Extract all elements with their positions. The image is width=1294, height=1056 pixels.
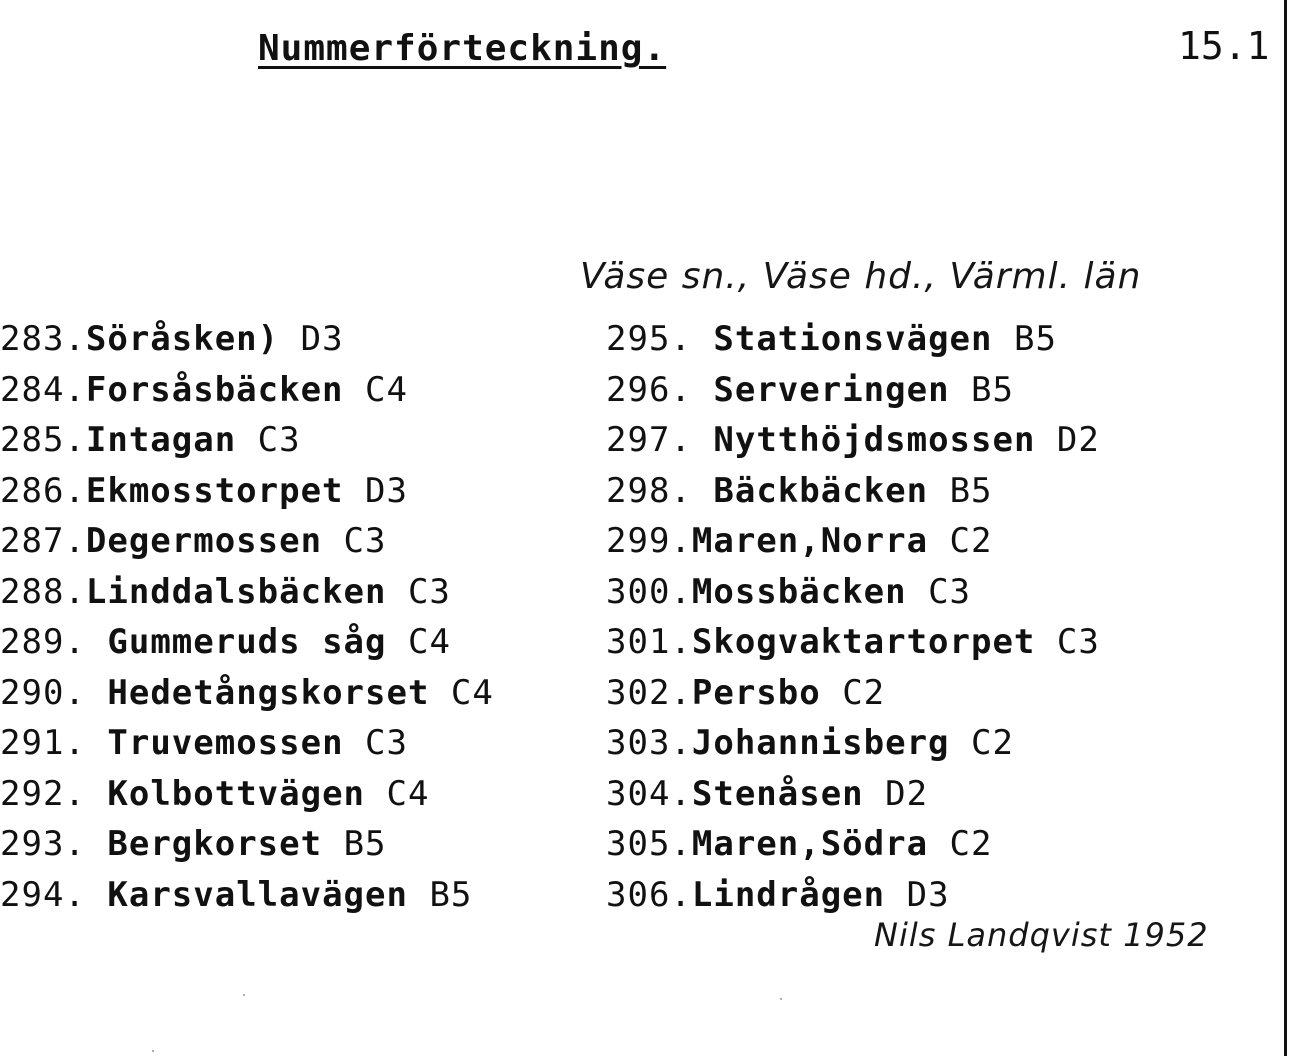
grid-reference: D3 [365, 470, 408, 511]
entry-name: Maren,Södra [691, 824, 929, 864]
entry-number: 301. [606, 622, 692, 662]
grid-reference: C2 [842, 672, 886, 713]
grid-reference: B5 [429, 874, 473, 915]
entry-number: 294. [0, 874, 86, 915]
entry-name: Stationsvägen [713, 319, 993, 359]
entry-name: Johannisberg [691, 723, 950, 763]
entry-number: 297. [606, 420, 692, 460]
entry-number: 288. [0, 571, 86, 612]
list-item [606, 516, 1100, 567]
grid-reference: C3 [1056, 622, 1100, 662]
list-item [0, 314, 494, 365]
list-item [0, 516, 494, 567]
grid-reference: B5 [949, 470, 993, 511]
grid-reference: C4 [407, 622, 451, 662]
grid-reference: C3 [928, 571, 972, 612]
entry-number: 295. [606, 319, 692, 359]
entry-number: 283. [0, 319, 86, 359]
grid-reference: B5 [1013, 319, 1057, 359]
entry-name: Nytthöjdsmossen [713, 420, 1036, 460]
list-item [606, 466, 1100, 517]
entry-name: Söråsken) [85, 319, 280, 359]
grid-reference: C2 [949, 521, 993, 561]
card-edge-rule [1284, 0, 1287, 1056]
card-number: 15.1 [1178, 24, 1270, 68]
list-item [606, 870, 1100, 921]
left-entry-list [0, 314, 494, 920]
entry-name: Gummeruds såg [107, 622, 387, 662]
entry-number: 298. [606, 470, 692, 511]
entry-number: 290. [0, 672, 86, 713]
entry-name: Maren,Norra [691, 521, 929, 561]
entry-name: Truvemossen [107, 723, 344, 763]
entry-number: 291. [0, 723, 86, 763]
list-item [0, 769, 494, 820]
scan-speck [152, 1050, 154, 1052]
list-item [606, 365, 1100, 416]
parish-stamp: Väse sn., Väse hd., Värml. län [580, 256, 1142, 297]
list-item [606, 415, 1100, 466]
entry-name: Mossbäcken [691, 571, 907, 612]
entry-number: 302. [606, 672, 692, 713]
entry-number: 286. [0, 470, 86, 511]
grid-reference: B5 [343, 824, 387, 864]
grid-reference: D2 [885, 773, 929, 814]
list-item [606, 314, 1100, 365]
entry-name: Serveringen [713, 369, 950, 410]
entry-number: 287. [0, 521, 86, 561]
grid-reference: C3 [343, 521, 387, 561]
scan-speck [780, 998, 782, 1000]
list-item [606, 769, 1100, 820]
grid-reference: D3 [300, 319, 344, 359]
entry-number: 285. [0, 420, 86, 460]
entry-name: Kolbottvägen [107, 773, 366, 814]
entry-number: 304. [606, 773, 692, 814]
entry-name: Intagan [85, 420, 237, 460]
list-item [606, 617, 1100, 668]
page-title: Nummerförteckning. [258, 28, 667, 69]
entry-name: Lindrågen [691, 874, 886, 915]
signature-stamp: Nils Landqvist 1952 [874, 916, 1209, 954]
grid-reference: C2 [971, 723, 1014, 763]
entry-name: Bergkorset [107, 824, 323, 864]
list-item [0, 718, 494, 769]
list-item [0, 617, 494, 668]
list-item [606, 567, 1100, 618]
list-item [0, 668, 494, 719]
list-item [606, 718, 1100, 769]
list-item [0, 870, 494, 921]
grid-reference: C2 [949, 824, 993, 864]
entry-name: Persbo [691, 672, 821, 713]
entry-number: 293. [0, 824, 86, 864]
entry-name: Linddalsbäcken [85, 571, 387, 612]
entry-number: 296. [606, 369, 692, 410]
entry-number: 306. [606, 874, 692, 915]
grid-reference: C3 [407, 571, 451, 612]
entry-name: Bäckbäcken [713, 470, 929, 511]
entry-number: 305. [606, 824, 692, 864]
list-item [0, 466, 494, 517]
entry-name: Hedetångskorset [107, 672, 430, 713]
list-item [606, 668, 1100, 719]
list-item [0, 365, 494, 416]
entry-number: 299. [606, 521, 692, 561]
entry-name: Stenåsen [691, 773, 864, 814]
grid-reference: C4 [450, 672, 494, 713]
right-entry-list [606, 314, 1100, 920]
grid-reference: D2 [1056, 420, 1100, 460]
entry-number: 303. [606, 723, 692, 763]
entry-name: Karsvallavägen [107, 874, 408, 915]
grid-reference: C4 [386, 773, 430, 814]
scan-speck [243, 994, 245, 996]
entry-name: Skogvaktartorpet [691, 622, 1036, 662]
list-item [606, 819, 1100, 870]
entry-name: Forsåsbäcken [85, 369, 344, 410]
entry-number: 284. [0, 369, 86, 410]
list-item [0, 567, 494, 618]
list-item [0, 415, 494, 466]
grid-reference: C3 [257, 420, 301, 460]
grid-reference: B5 [971, 369, 1014, 410]
entry-number: 300. [606, 571, 692, 612]
entry-number: 289. [0, 622, 86, 662]
grid-reference: C3 [365, 723, 408, 763]
grid-reference: D3 [906, 874, 950, 915]
list-item [0, 819, 494, 870]
entry-name: Ekmosstorpet [85, 470, 344, 511]
entry-name: Degermossen [85, 521, 323, 561]
grid-reference: C4 [365, 369, 408, 410]
entry-number: 292. [0, 773, 86, 814]
